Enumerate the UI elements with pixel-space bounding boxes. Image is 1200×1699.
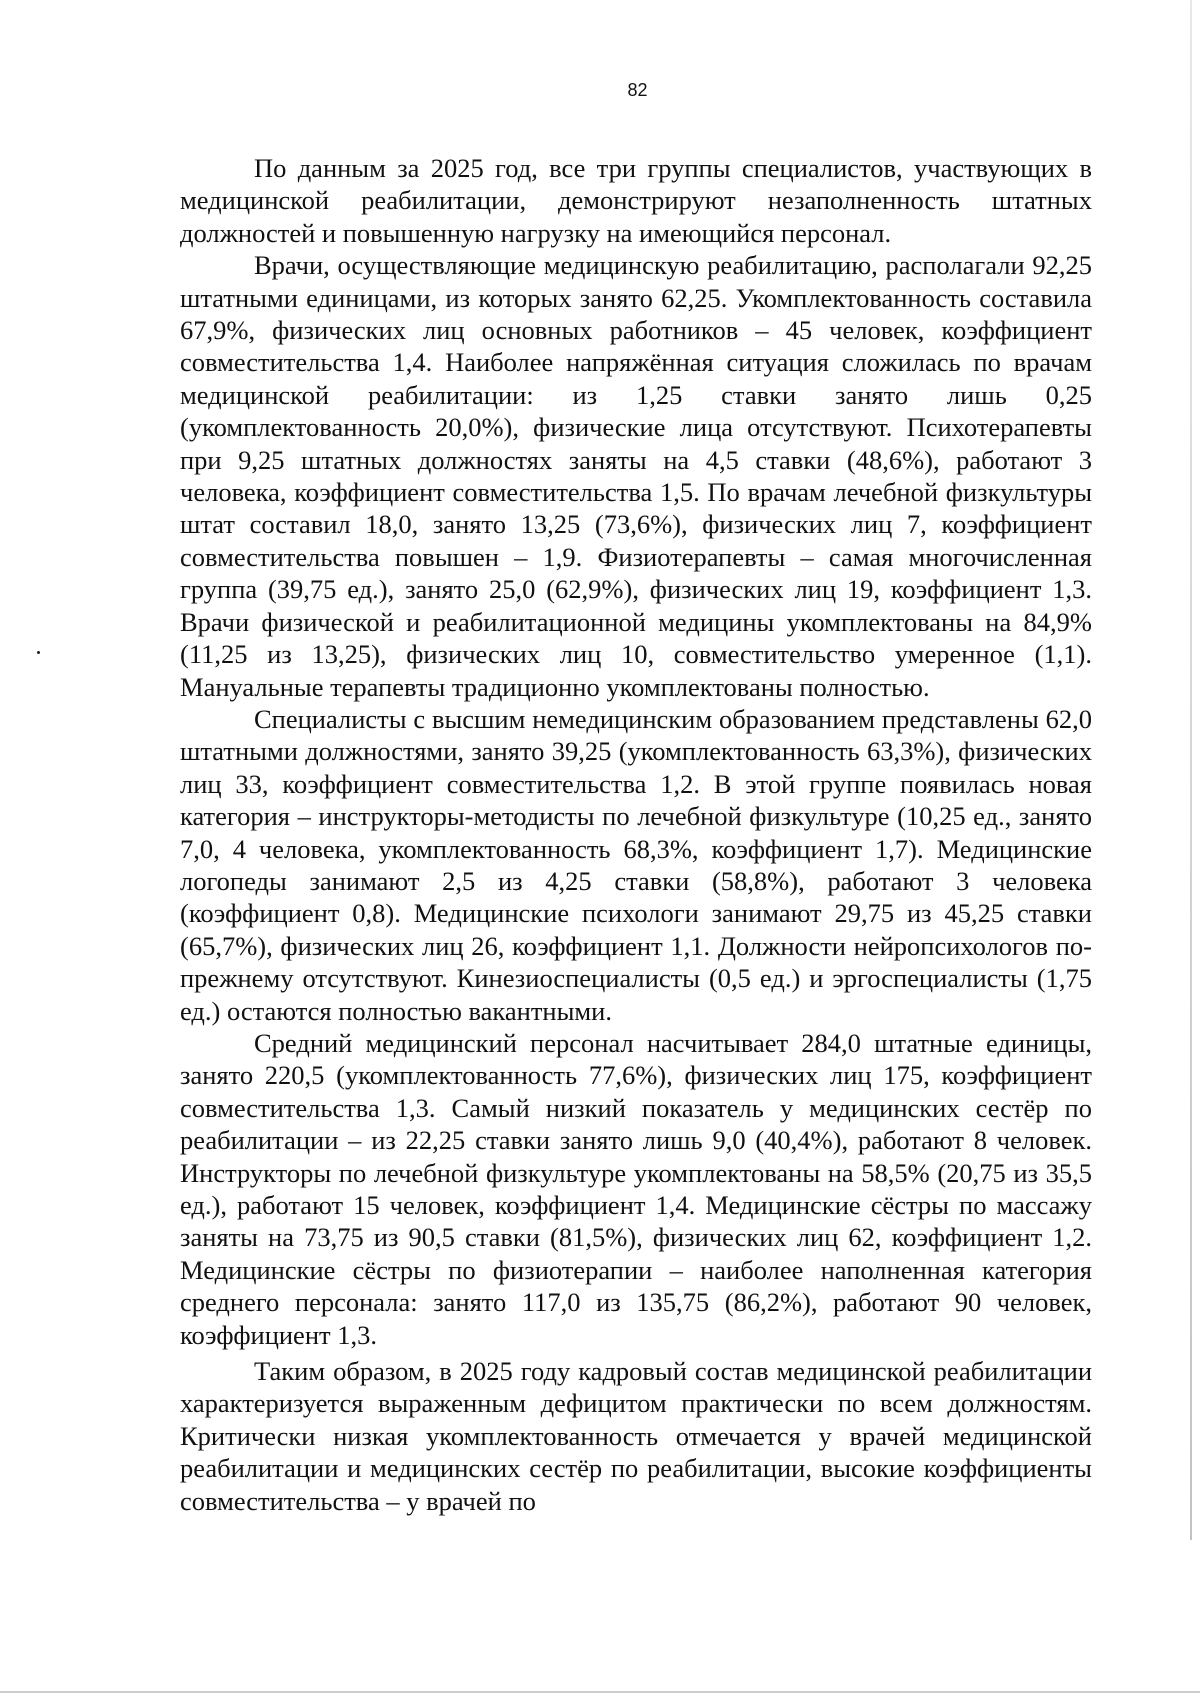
paragraph-3: Специалисты с высшим немедицинским образованием представлены 62,0 штатными должностями, занято 39,25 (укомплектованность 63,3%), физических лиц 33, коэффициент совместительства 1,2. В этой группе появилась новая категория – инструкторы-методисты по лечебной физкультуре (10,25 ед., занято 7,0, 4 человека, укомплектованность 68,3%, коэффициент 1,7). Медицинские логопеды занимают 2,5 из 4,25 ставки (58,8%), работают 3 человека (коэффициент 0,8). Медицинские психологи занимают 29,75 из 45,25 ставки (65,7%), физических лиц 26, коэффициент 1,1. Должности нейропсихологов по-прежнему отсутствуют. Кинезиоспециалисты (0,5 ед.) и эргоспециалисты (1,75 ед.) остаются полностью вакантными. — [180, 703, 1092, 1026]
scan-bottom-edge — [0, 1691, 1200, 1693]
document-body — [180, 152, 1092, 1517]
scan-speck — [37, 651, 40, 654]
paragraph-2: Врачи, осуществляющие медицинскую реабилитацию, располагали 92,25 штатными единицами, из которых занято 62,25. Укомплектованность составила 67,9%, физических лиц основных работников – 45 человек, коэффициент совместительства 1,4. Наиболее напряжённая ситуация сложилась по врачам медицинской реабилитации: из 1,25 ставки занято лишь 0,25 (укомплектованность 20,0%), физические лица отсутствуют. Психотерапевты при 9,25 штатных должностях заняты на 4,5 ставки (48,6%), работают 3 человека, коэффициент совместительства 1,5. По врачам лечебной физкультуры штат составил 18,0, занято 13,25 (73,6%), физических лиц 7, коэффициент совместительства повышен – 1,9. Физиотерапевты – самая многочисленная группа (39,75 ед.), занято 25,0 (62,9%), физических лиц 19, коэффициент 1,3. Врачи физической и реабилитационной медицины укомплектованы на 84,9% (11,25 из 13,25), физических лиц 10, совместительство умеренное (1,1). Мануальные терапевты традиционно укомплектованы полностью. — [180, 250, 1092, 702]
paragraph-4: Средний медицинский персонал насчитывает 284,0 штатные единицы, занято 220,5 (укомплектованность 77,6%), физических лиц 175, коэффициент совместительства 1,3. Самый низкий показатель у медицинских сестёр по реабилитации – из 22,25 ставки занято лишь 9,0 (40,4%), работают 8 человек. Инструкторы по лечебной физкультуре укомплектованы на 58,5% (20,75 из 35,5 ед.), работают 15 человек, коэффициент 1,4. Медицинские сёстры по массажу заняты на 73,75 из 90,5 ставки (81,5%), физических лиц 62, коэффициент 1,2. Медицинские сёстры по физиотерапии – наиболее наполненная категория среднего персонала: занято 117,0 из 135,75 (86,2%), работают 90 человек, коэффициент 1,3. — [180, 1027, 1092, 1350]
scan-right-edge — [1190, 0, 1192, 1540]
paragraph-5: Таким образом, в 2025 году кадровый состав медицинской реабилитации характеризуется выраженным дефицитом практически по всем должностям. Критически низкая укомплектованность отмечается у врачей медицинской реабилитации и медицинских сестёр по реабилитации, высокие коэффициенты совместительства – у врачей по — [180, 1356, 1092, 1516]
page-number: 82 — [627, 80, 648, 100]
paragraph-1: По данным за 2025 год, все три группы специалистов, участвующих в медицинской реабилитации, демонстрируют незаполненность штатных должностей и повышенную нагрузку на имеющийся персонал. — [180, 153, 1092, 248]
